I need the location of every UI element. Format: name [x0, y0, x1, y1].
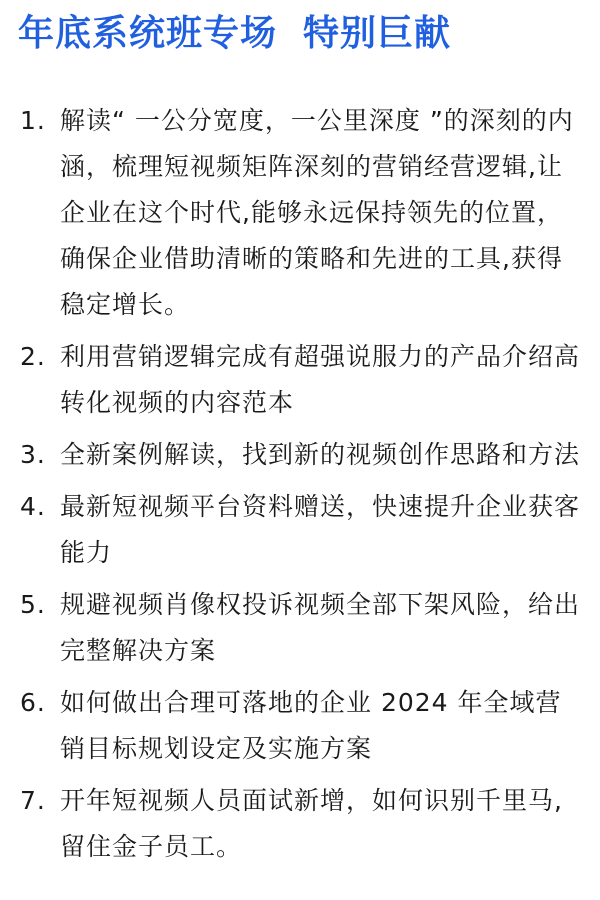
item-text: 解读“ 一公分宽度，一公里深度 ”的深刻的内涵，梳理短视频矩阵深刻的营销经营逻辑,让企业在这个时代,能够永远保持领先的位置，确保企业借助清晰的策略和先进的工具,获得稳定增长。 — [60, 106, 574, 319]
item-number: 4. — [20, 492, 46, 521]
item-number: 3. — [20, 440, 46, 469]
list-item — [20, 778, 580, 870]
list-item — [20, 680, 580, 772]
item-number: 6. — [20, 688, 46, 717]
item-number: 7. — [20, 786, 46, 815]
item-number: 2. — [20, 342, 46, 371]
item-text: 如何做出合理可落地的企业 2024 年全域营销目标规划设定及实施方案 — [60, 688, 562, 763]
list-item — [20, 98, 580, 328]
item-number: 5. — [20, 590, 46, 619]
course-points-list — [20, 98, 580, 876]
list-item — [20, 432, 580, 478]
list-item — [20, 334, 580, 426]
title-main: 年底系统班专场 — [18, 13, 278, 54]
item-number: 1. — [20, 106, 46, 135]
page-title — [18, 6, 451, 62]
list-item — [20, 484, 580, 576]
list-item — [20, 582, 580, 674]
item-text: 规避视频肖像权投诉视频全部下架风险，给出完整解决方案 — [60, 590, 581, 665]
item-text: 开年短视频人员面试新增，如何识别千里马,留住金子员工。 — [60, 786, 563, 861]
item-text: 最新短视频平台资料赠送，快速提升企业获客能力 — [60, 492, 581, 567]
item-text: 全新案例解读，找到新的视频创作思路和方法 — [60, 440, 581, 469]
title-sub: 特别巨献 — [303, 13, 452, 54]
item-text: 利用营销逻辑完成有超强说服力的产品介绍高转化视频的内容范本 — [60, 342, 581, 417]
